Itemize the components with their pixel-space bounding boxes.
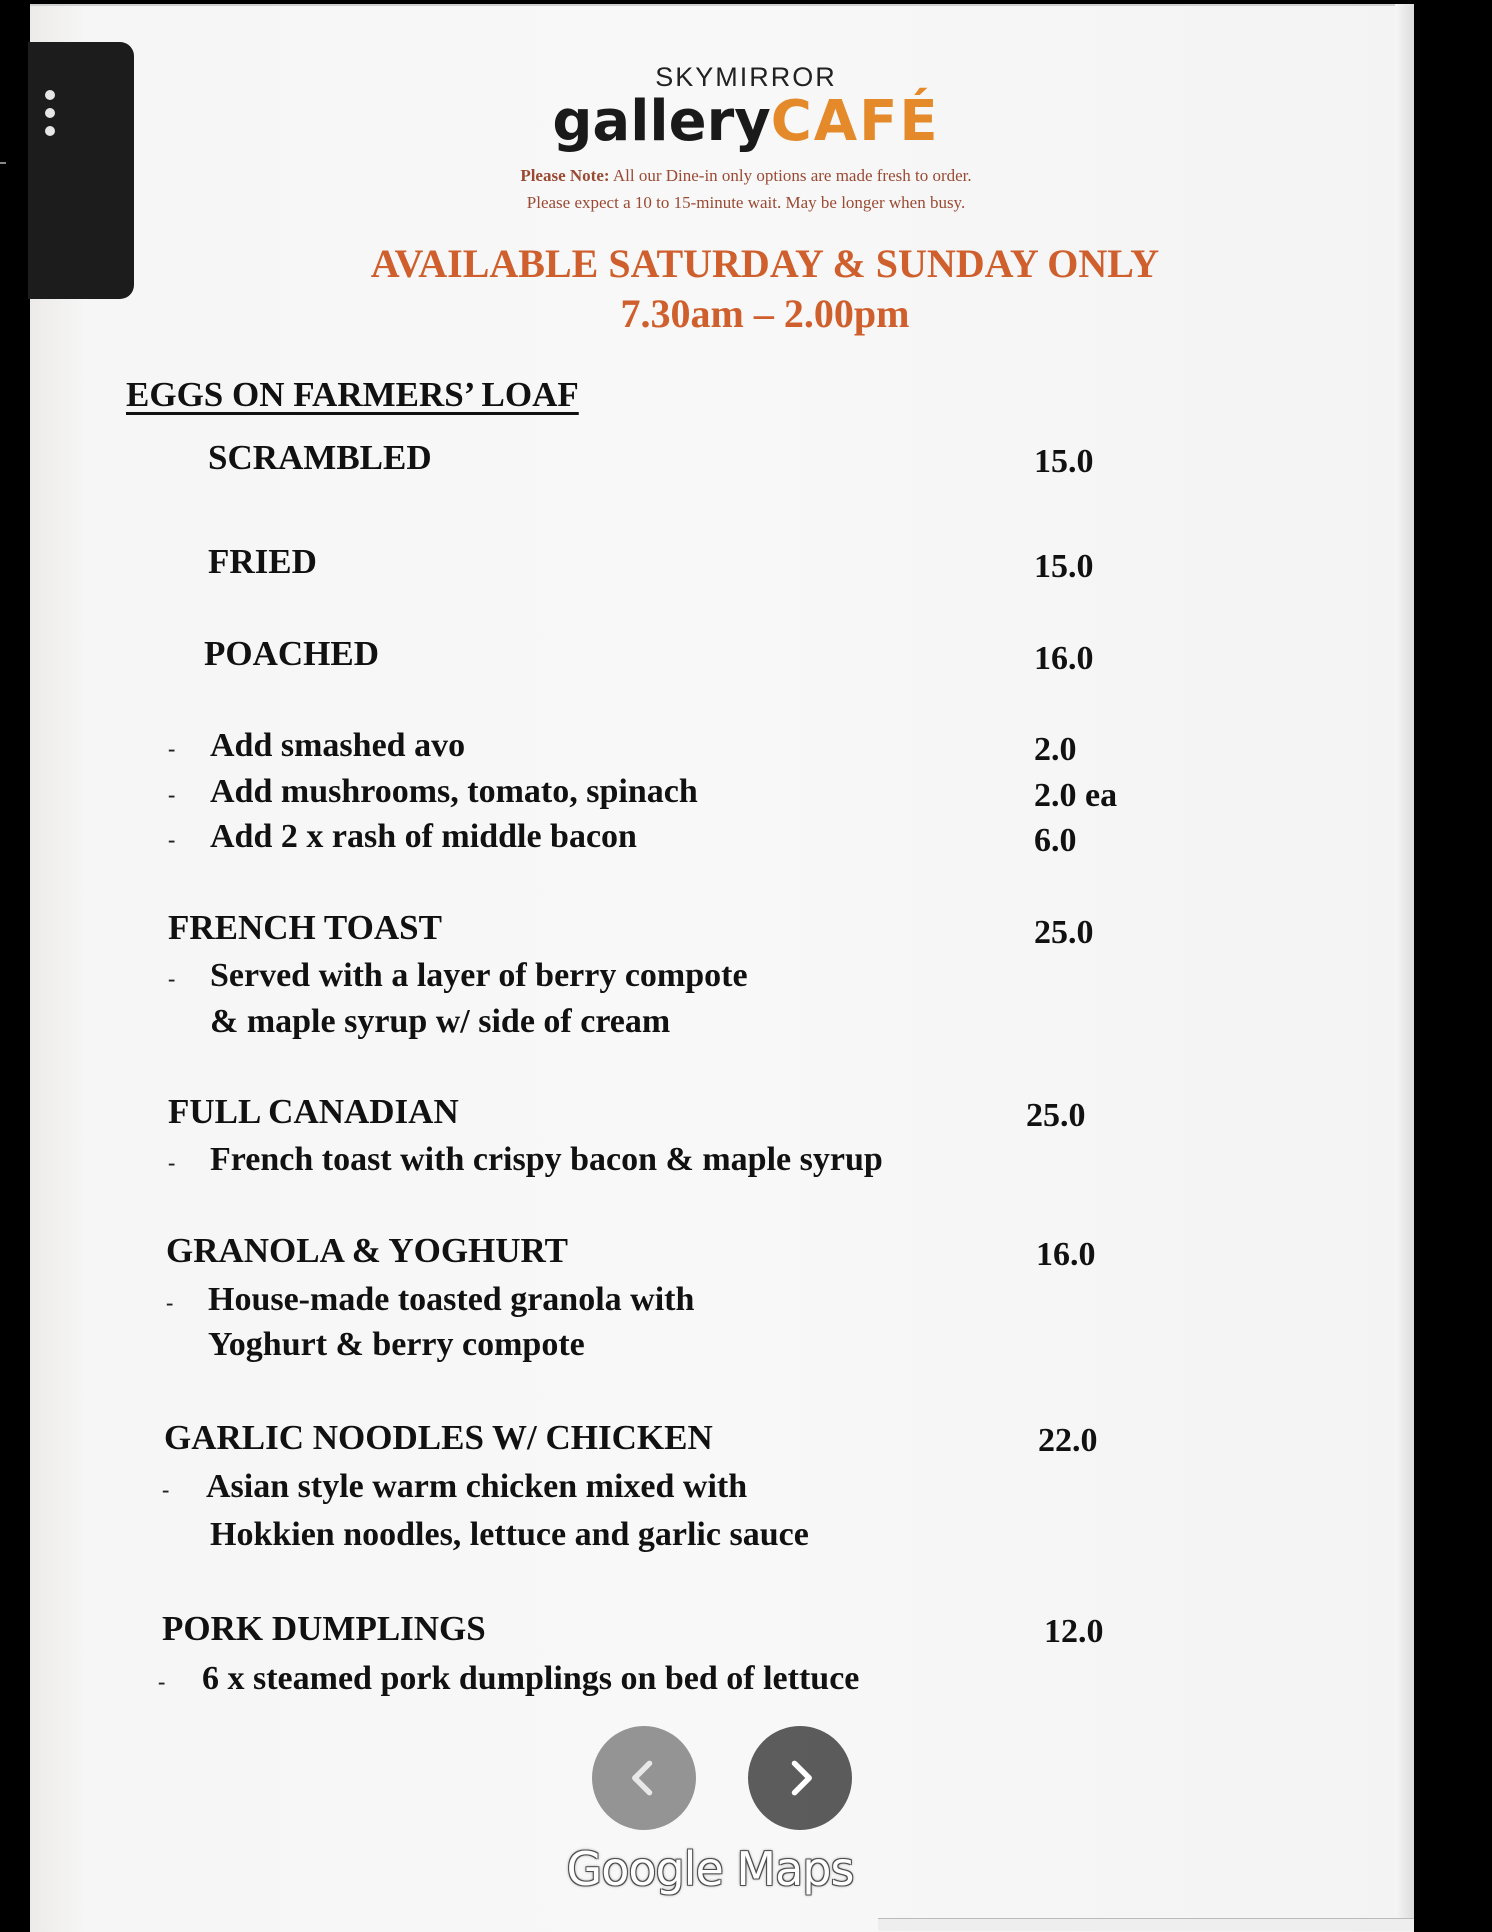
section-title-pork-dumplings: PORK DUMPLINGS <box>162 1609 486 1648</box>
item-name-poached: POACHED <box>204 634 379 673</box>
attribution-bar <box>878 1918 1414 1931</box>
price-garlic-noodles: 22.0 <box>1038 1422 1098 1459</box>
addon-mushrooms: Add mushrooms, tomato, spinach <box>210 773 698 810</box>
desc-garlic-noodles-2: Hokkien noodles, lettuce and garlic sauce <box>210 1516 809 1553</box>
availability-hours: 7.30am – 2.00pm <box>620 291 910 336</box>
item-price-fried: 15.0 <box>1034 548 1094 585</box>
bullet-dash: - <box>168 827 176 852</box>
bullet-dash: - <box>158 1669 166 1694</box>
desc-french-toast-2: & maple syrup w/ side of cream <box>210 1003 671 1040</box>
chevron-left-icon <box>622 1756 666 1800</box>
next-photo-button[interactable] <box>748 1726 852 1830</box>
section-title-full-canadian: FULL CANADIAN <box>168 1092 459 1131</box>
brand-skymirror: SKYMIRROR <box>655 62 837 92</box>
side-marker <box>0 162 6 164</box>
note-line-2: Please expect a 10 to 15-minute wait. May be longer when busy. <box>526 193 966 212</box>
price-french-toast: 25.0 <box>1034 914 1094 951</box>
addon-bacon: Add 2 x rash of middle bacon <box>210 818 637 855</box>
item-name-scrambled: SCRAMBLED <box>208 438 432 477</box>
availability-days: AVAILABLE SATURDAY & SUNDAY ONLY <box>370 241 1160 286</box>
bullet-dash: - <box>168 736 176 761</box>
item-price-scrambled: 15.0 <box>1034 443 1094 480</box>
addon-price-avo: 2.0 <box>1034 731 1077 768</box>
bullet-dash: - <box>162 1477 170 1502</box>
desc-full-canadian: French toast with crispy bacon & maple syrup <box>210 1141 883 1178</box>
google-maps-watermark: Google Maps <box>566 1842 854 1896</box>
addon-avo: Add smashed avo <box>210 727 466 764</box>
desc-granola-2: Yoghurt & berry compote <box>208 1326 585 1363</box>
note-text-1: All our Dine-in only options are made fresh to order. <box>609 166 972 185</box>
addon-price-mushrooms: 2.0 ea <box>1034 777 1118 814</box>
note-label: Please Note: <box>520 166 610 185</box>
section-title-eggs: EGGS ON FARMERS’ LOAF <box>126 375 579 414</box>
price-granola: 16.0 <box>1036 1236 1096 1273</box>
desc-granola-1: House-made toasted granola with <box>208 1281 695 1318</box>
price-full-canadian: 25.0 <box>1026 1097 1086 1134</box>
bullet-dash: - <box>168 966 176 991</box>
bullet-dash: - <box>168 782 176 807</box>
note-line-1 <box>0 166 1492 186</box>
addon-price-bacon: 6.0 <box>1034 822 1077 859</box>
desc-garlic-noodles-1: Asian style warm chicken mixed with <box>206 1468 748 1505</box>
bullet-dash: - <box>168 1150 176 1175</box>
chevron-right-icon <box>778 1756 822 1800</box>
section-title-french-toast: FRENCH TOAST <box>168 908 442 947</box>
brand-gallery: gallery <box>552 89 771 154</box>
bullet-dash: - <box>166 1290 174 1315</box>
desc-pork-dumplings: 6 x steamed pork dumplings on bed of lettuce <box>202 1660 860 1697</box>
section-title-granola: GRANOLA & YOGHURT <box>166 1231 568 1270</box>
previous-photo-button[interactable] <box>592 1726 696 1830</box>
item-price-poached: 16.0 <box>1034 640 1094 677</box>
section-title-garlic-noodles: GARLIC NOODLES W/ CHICKEN <box>164 1418 713 1457</box>
price-pork-dumplings: 12.0 <box>1044 1613 1104 1650</box>
item-name-fried: FRIED <box>208 542 317 581</box>
brand-cafe: CAFÉ <box>770 89 940 154</box>
brand-logo <box>0 90 1492 154</box>
desc-french-toast-1: Served with a layer of berry compote <box>210 957 748 994</box>
